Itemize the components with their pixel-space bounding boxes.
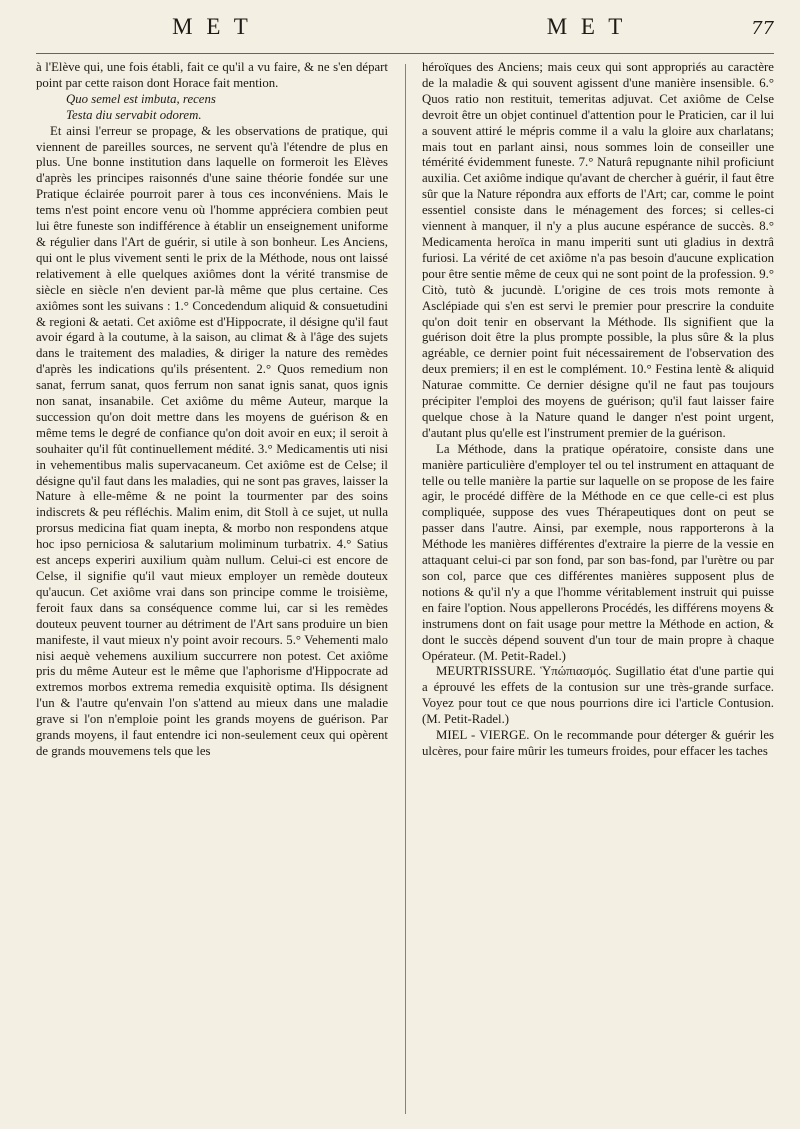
- right-paragraph-1: héroïques des Anciens; mais ceux qui sont appropriés au caractère de la maladie & qui souvent agissent d'une manière insensible. 6.° Quos ratio non restituit, temeritas adjuvat. Cet axiôme de Celse devroit être un objet continuel d'attention pour le Praticien, car il lui a souvent attiré le mépris comme il a valu la gloire aux charlatans; mais tout en parlant ainsi, nous sommes loin de conseiller une témérité évidemment funeste. 7.° Naturâ repugnante nihil proficiunt auxilia. Cet axiôme indique qu'avant de chercher à guérir, il faut être sûr que la Nature répondra aux efforts de l'Art; car, comme le point essentiel consiste dans le ménagement des forces; si celles-ci viennent à manquer, il n'y a plus aucune espérance de succès. 8.° Medicamenta heroïca in manu imperiti sunt uti gladius in dextrâ furiosi. La vérité de cet axiôme n'a pas besoin d'aucune explication pour être sentie même de ceux qui ne sont point de la profession. 9.° Citò, tutò & jucundè. L'origine de ces trois mots remonte à Asclépiade qui s'en est servi le premier pour prescrire la conduite qu'on doit tenir en observant la Méthode. Ils signifient que la guérison doit être la plus prompte possible, la plus sûre & la plus agréable, ce dernier point fuit nécessairement de l'observation des deux premiers; il en est le complément. 10.° Festina lentè & aliquid Naturae committe. Ce dernier désigne qu'il ne faut pas toujours précipiter l'emploi des moyens de guérison; qu'il faut laisser faire quelque chose à la Nature quand le danger n'est point urgent, d'autant plus qu'elle est l'instrument premier de la guérison.: [422, 60, 774, 440]
- right-header: [422, 14, 774, 40]
- right-column: [422, 60, 774, 1120]
- column-divider: [405, 64, 406, 1114]
- right-paragraph-methode: La Méthode, dans la pratique opératoire, consiste dans une manière particulière d'employer tel ou tel instrument en attaquant de telle ou telle manière la partie sur laquelle on se propose de les faire agir, le procédé diffère de la Méthode en ce que celle-ci est plus compliquée, suppose des vues Thérapeutiques dont on peut se passer dans l'autre. Ainsi, par exemple, nous rapporterons à la Méthode les manières différentes d'extraire la pierre de la vessie en attaquant celui-ci par son fond, par son bas-fond, par l'urètre ou par son col, parce que ces différentes manières supposent plus de notions & qu'il n'y a que l'homme véritablement instruit qui puisse en faire l'option. Nous appellerons Procédés, les différens moyens & instrumens dont on fait usage pour mettre la Méthode en action, & dont le succès dépend souvent d'un tour de main propre à chaque Opérateur. (M. Petit-Radel.): [422, 441, 774, 663]
- entry-miel-vierge: MIEL - VIERGE. On le recommande pour déterger & guérir les ulcères, pour faire mûrir les tumeurs froides, pour effacer les taches: [422, 728, 774, 758]
- right-running-head: M E T: [546, 14, 627, 39]
- left-running-head: M E T: [172, 14, 252, 39]
- running-header: [36, 14, 774, 54]
- page-number: 77: [751, 18, 774, 39]
- horace-verse-line-2: Testa diu servabit odorem.: [66, 107, 202, 122]
- text-columns: [36, 60, 774, 1120]
- left-paragraph-1: à l'Elève qui, une fois établi, fait ce qu'il a vu faire, & ne s'en départ point par cette raison dont Horace fait mention.: [36, 60, 388, 90]
- left-paragraph-2: Et ainsi l'erreur se propage, & les observations de pratique, qui viennent de pareilles sources, ne servent qu'à l'étendre de plus en plus. Une bonne institution dans laquelle on formeroit les Elèves d'après les principes raisonnés d'une saine théorie fondée sur une Pratique éclairée pourroit parer à tous ces inconvéniens. Mais le tems n'est point encore venu où l'homme appréciera combien peut lui être funeste son indifférence à établir un enseignement uniforme & régulier dans l'Art de guérir, si utile à son bonheur. Les Anciens, qui ont le plus vivement senti le prix de la Méthode, nous ont laissé relativement à elle quelques axiômes dont la vérité transmise de siècle en siècle n'en devient par-là même que plus certaine. Ces axiômes sont les suivans : 1.° Concedendum aliquid & consuetudini & regioni & aetati. Cet axiôme est d'Hippocrate, il désigne qu'il faut avoir égard à la coutume, à la saison, au climat & à l'âge des sujets dans le traitement des maladies, & diriger la nature des remèdes d'après les indications qu'ils présentent. 2.° Quos remedium non sanat, ferrum sanat, quos ferrum non sanat ignis sanat, quos ignis non sanat, insanabile. Cet axiôme du même Auteur, marque la succession qu'on doit mettre dans les moyens de guérison & en même tems le degré de confiance qu'on doit avoir en eux; il seroit à souhaiter qu'il fût continuellement médité. 3.° Medicamentis uti nisi in vehementibus malis supervacaneum. Cet axiôme est de Celse; il désigne qu'il faut dans les maladies, qui ne sont pas graves, laisser la Nature à elle-même & ne point la tourmenter par des soins indiscrets & peu réfléchis. Malim enim, dit Stoll à ce sujet, ut nulla prorsus medicina fiat quam inepta, & morbo non respondens atque hoc ipso perniciosa & salutarium moliminum turbatrix. 4.° Satius est anceps experiri auxilium quàm nullum. Celui-ci est encore de Celse, il signifie qu'il vaut mieux employer un remède douteux qu'aucun. Cet axiôme vrai dans son principe comme le troisième, feroit faux dans sa conséquence comme lui, car si les remèdes douteux peuvent tourner au détriment de l'Art sans produire un bien manifeste, il vaut mieux n'y point avoir recours. 5.° Vehementi malo nisi aequè vehemens auxilium succurrere non potest. Cet axiôme pris du même Auteur est le même que l'aphorisme d'Hippocrate ad extremos morbos extrema remedia exquisitè optima. Ils désignent l'un & l'autre qu'envain l'on s'attend au mieux dans une maladie grave si l'on n'emploie point les grands moyens de guérison. Par grands moyens, il faut entendre ici non-seulement ceux qui opèrent de grands mouvemens tels que les: [36, 123, 388, 758]
- left-column: [36, 60, 388, 1120]
- horace-verse-line-1: Quo semel est imbuta, recens: [66, 91, 216, 106]
- entry-meurtrissure: MEURTRISSURE. Ὑπώπιασμός. Sugillatio état d'une partie qui a éprouvé les effets de la contusion sur une très-grande surface. Voyez pour tout ce que nous pourrions dire ici l'article Contusion. (M. Petit-Radel.): [422, 664, 774, 727]
